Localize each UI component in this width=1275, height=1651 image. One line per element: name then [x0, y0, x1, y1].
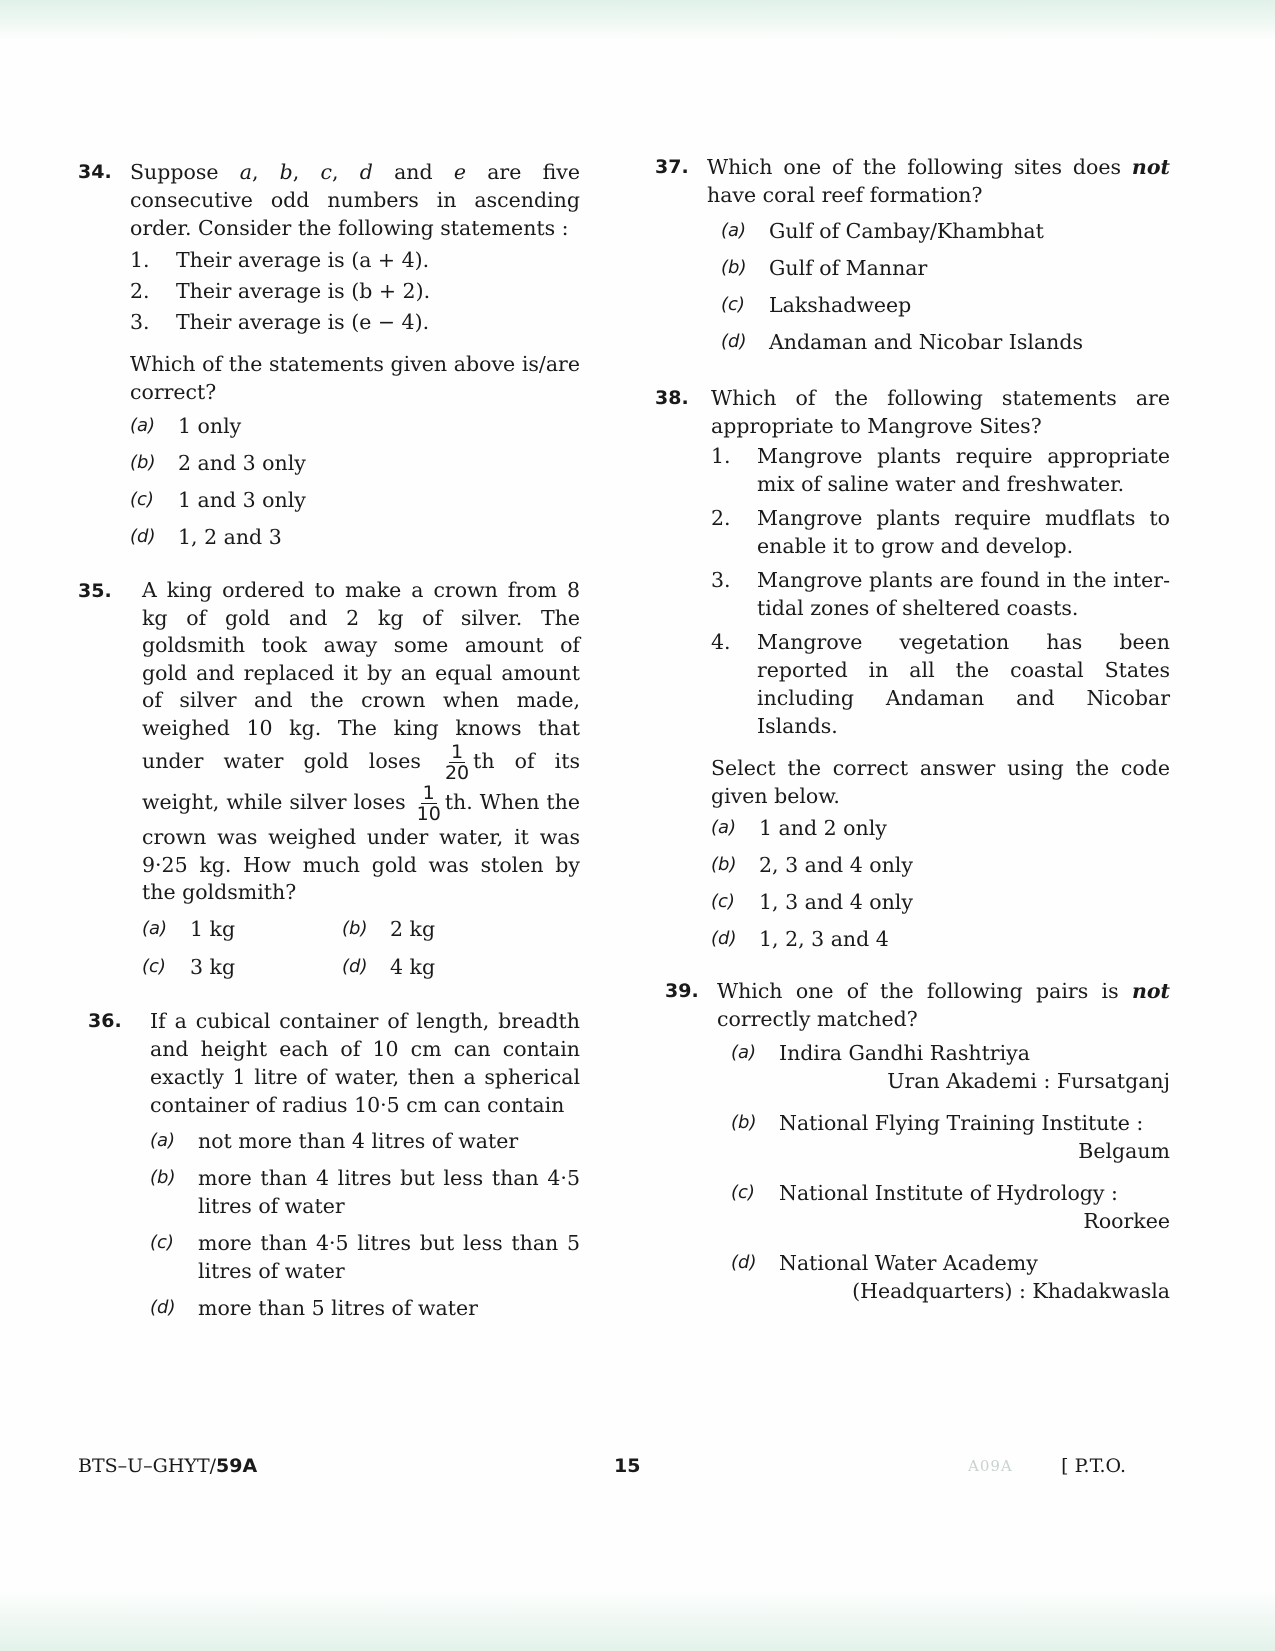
question-stem: Suppose a, b, c, d and e are five consecutive odd numbers in ascending order. Consider the following statements : — [130, 160, 580, 240]
statement-item: 2. Mangrove plants require mudflats to enable it to grow and develop. — [711, 506, 1170, 558]
question-prompt: Which of the statements given above is/are correct? — [130, 352, 580, 404]
option-d[interactable]: (d) National Water Academy (Headquarters) : Khadakwasla — [731, 1251, 1170, 1303]
option-b[interactable]: (b) 2 and 3 only — [130, 451, 306, 475]
option-b[interactable]: (b) 2 kg — [342, 916, 436, 941]
option-b[interactable]: (b) National Flying Training Institute : Belgaum — [731, 1111, 1170, 1163]
question-39 — [665, 977, 1170, 1305]
left-column — [78, 158, 580, 1346]
page-number: 15 — [614, 1455, 641, 1477]
scan-artifact-top — [0, 0, 1275, 40]
question-35 — [78, 577, 580, 981]
question-number: 35. — [78, 580, 112, 602]
question-34 — [78, 158, 580, 551]
option-d[interactable]: (d) 1, 2, 3 and 4 — [711, 927, 889, 951]
option-d[interactable]: (d) Andaman and Nicobar Islands — [721, 330, 1084, 354]
statement-list — [130, 246, 580, 336]
question-number: 39. — [665, 980, 699, 1002]
option-c[interactable]: (c) 1 and 3 only — [130, 488, 306, 512]
question-stem: A king ordered to make a crown from 8 kg of gold and 2 kg of silver. The goldsmith took away some amount of gold and replaced it by an equal amount of silver and the crown when made, weighed 10 kg. The king knows that under water gold loses $\frac{1}{20}$ th of its weight, while silver loses $\frac{1}{10}$ th. When the crown was weighed under water, it was 9·25 kg. How much gold was stolen by the goldsmith? — [142, 578, 580, 904]
question-36 — [88, 1007, 580, 1322]
pto-label: [ P.T.O. — [1061, 1455, 1126, 1477]
right-column — [655, 153, 1170, 1329]
option-b[interactable]: (b) 2, 3 and 4 only — [711, 853, 913, 877]
fraction-one-twentieth: $\frac{1}{20}$ — [444, 741, 470, 784]
question-stem: Which one of the following pairs is not correctly matched? — [717, 979, 1170, 1031]
statement-list — [711, 442, 1170, 740]
option-c[interactable]: (c) National Institute of Hydrology : Roorkee — [731, 1181, 1170, 1233]
option-b[interactable]: (b) Gulf of Mannar — [721, 256, 928, 280]
statement-item: 1. Mangrove plants require appropriate mix of saline water and freshwater. — [711, 444, 1170, 496]
option-a[interactable]: (a) not more than 4 litres of water — [150, 1128, 519, 1153]
page-footer — [78, 1455, 1126, 1485]
question-prompt: Select the correct answer using the code given below. — [711, 756, 1170, 808]
statement-item: 2. Their average is (b + 2). — [130, 279, 431, 303]
option-grid — [142, 915, 580, 981]
option-d[interactable]: (d) more than 5 litres of water — [150, 1295, 478, 1320]
question-37 — [655, 153, 1170, 356]
emphasis-not: not — [1131, 979, 1170, 1003]
question-number: 34. — [78, 161, 112, 183]
faint-stamp: A09A — [968, 1457, 1013, 1475]
option-c[interactable]: (c) more than 4·5 litres but less than 5 litres of water — [150, 1230, 580, 1283]
fraction-one-tenth: $\frac{1}{10}$ — [416, 782, 441, 825]
option-b[interactable]: (b) more than 4 litres but less than 4·5 litres of water — [150, 1165, 580, 1218]
option-a[interactable]: (a) 1 and 2 only — [711, 816, 887, 840]
option-d[interactable]: (d) 4 kg — [342, 954, 436, 979]
question-number: 38. — [655, 387, 689, 409]
option-a[interactable]: (a) Indira Gandhi Rashtriya Uran Akademi : Fursatganj — [731, 1041, 1170, 1093]
booklet-code: BTS–U–GHYT/59A — [78, 1455, 258, 1477]
question-number: 37. — [655, 156, 689, 178]
statement-item: 3. Mangrove plants are found in the inter-tidal zones of sheltered coasts. — [711, 568, 1170, 620]
option-a[interactable]: (a) 1 kg — [142, 916, 236, 941]
scan-artifact-bottom — [0, 1591, 1275, 1651]
emphasis-not: not — [1131, 155, 1170, 179]
statement-item: 4. Mangrove vegetation has been reported in all the coastal States including Andaman and Nicobar Islands. — [711, 630, 1170, 738]
option-a[interactable]: (a) Gulf of Cambay/Khambhat — [721, 219, 1044, 243]
option-c[interactable]: (c) Lakshadweep — [721, 293, 912, 317]
question-stem: Which of the following statements are appropriate to Mangrove Sites? — [711, 386, 1170, 438]
question-stem: If a cubical container of length, breadth and height each of 10 cm can contain exactly 1 litre of water, then a spherical container of radius 10·5 cm can contain — [150, 1008, 580, 1117]
statement-item: 1. Their average is (a + 4). — [130, 248, 430, 272]
question-38 — [655, 384, 1170, 953]
question-stem: Which one of the following sites does not have coral reef formation? — [707, 155, 1170, 207]
option-a[interactable]: (a) 1 only — [130, 414, 242, 438]
option-c[interactable]: (c) 1, 3 and 4 only — [711, 890, 913, 914]
question-number: 36. — [88, 1009, 122, 1032]
statement-item: 3. Their average is (e − 4). — [130, 310, 430, 334]
option-c[interactable]: (c) 3 kg — [142, 954, 236, 979]
option-d[interactable]: (d) 1, 2 and 3 — [130, 525, 282, 549]
